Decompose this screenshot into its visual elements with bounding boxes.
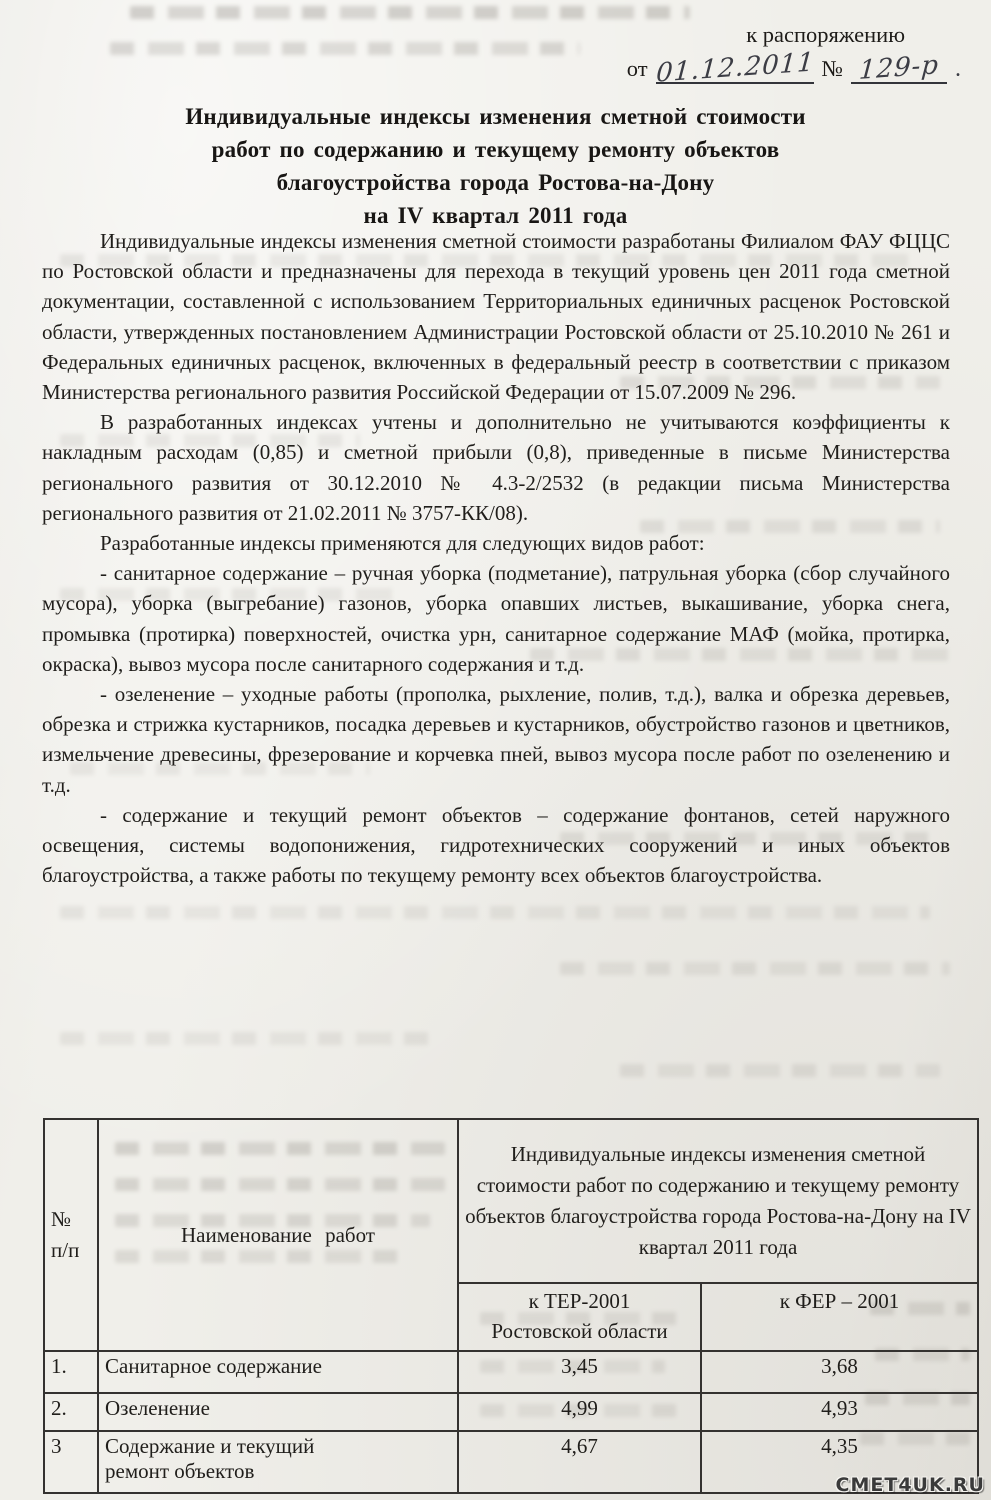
row-work-name	[98, 1431, 458, 1493]
row-number: 1.	[44, 1351, 98, 1393]
handwritten-date: 01.12.2011	[654, 47, 816, 89]
number-label: №	[821, 56, 843, 81]
paragraph-greening: - озеленение – уходные работы (прополка, рыхление, полив, т.д.), валка и обрезка деревьев, обрезка и стрижка кустарников, посадка деревьев и кустарников, обустройство газонов и цветников, измельчение древесины, фрезерование и корчевка пней, вывоз мусора после работ по озеленению и т.д.	[42, 682, 950, 797]
document-title	[55, 100, 936, 232]
table-header-row-main	[44, 1119, 978, 1283]
row-fer-index: 4,93	[701, 1393, 978, 1431]
title-line-4: на IV квартал 2011 года	[363, 203, 628, 228]
paragraph-coefficients: В разработанных индексах учтены и дополнительно не учитываются коэффициенты к накладным расходам (0,85) и сметной прибыли (0,8), приведенные в письме Министерства регионального развития от 30.12.2010 № 4.3-2/2532 (в редакции письма Министерства регионального развития от 21.02.2011 № 3757-КК/08).	[42, 410, 950, 525]
indices-table	[43, 1118, 979, 1494]
row-ter-index: 4,67	[458, 1431, 701, 1493]
row-work-name-text: Содержание и текущий ремонт объектов	[105, 1434, 315, 1483]
bleed-through-line	[620, 1064, 940, 1077]
row-work-name: Озеленение	[98, 1393, 458, 1431]
header-cell-work-name: Наименование работ	[98, 1119, 458, 1351]
title-line-3: благоустройства города Ростова-на-Дону	[276, 170, 715, 195]
header-number-line2: п/п	[51, 1238, 80, 1262]
handwritten-period: .	[955, 56, 961, 82]
bleed-through-line	[60, 906, 930, 919]
header-cell-ter	[458, 1283, 701, 1351]
table-row	[44, 1393, 978, 1431]
handwritten-number: 129-р	[858, 50, 940, 86]
date-blank	[654, 47, 816, 89]
row-ter-index: 4,99	[458, 1393, 701, 1431]
title-line-1: Индивидуальные индексы изменения сметной стоимости	[185, 104, 806, 129]
row-work-name: Санитарное содержание	[98, 1351, 458, 1393]
number-blank	[851, 50, 947, 86]
row-ter-index: 3,45	[458, 1351, 701, 1393]
document-body	[42, 226, 950, 890]
title-line-2: работ по содержанию и текущему ремонту объектов	[211, 137, 780, 162]
bleed-through-line	[130, 6, 690, 19]
header-cell-number	[44, 1119, 98, 1351]
paragraph-applies-to: Разработанные индексы применяются для следующих видов работ:	[100, 531, 705, 556]
annotation-form-line	[601, 47, 961, 89]
from-label: от	[626, 56, 648, 81]
header-cell-index-group: Индивидуальные индексы изменения сметной стоимости работ по содержанию и текущему ремонту объектов благоустройства города Ростова-на-Дону на IV квартал 2011 года	[458, 1119, 978, 1283]
bleed-through-line	[110, 42, 580, 55]
header-number-line1: №	[51, 1207, 72, 1231]
bleed-through-line	[560, 962, 950, 975]
paragraph-intro: Индивидуальные индексы изменения сметной стоимости разработаны Филиалом ФАУ ФЦЦС по Ростовской области и предназначены для перехода в текущий уровень цен 2011 года сметной документации, составленной с использованием Территориальных единичных расценок Ростовской области, утвержденных постановлением Администрации Ростовской области от 25.10.2010 № 261 и Федеральных единичных расценок, включенных в федеральный реестр в соответствии с приказом Министерства регионального развития Российской Федерации от 15.07.2009 № 296.	[42, 229, 950, 405]
row-fer-index: 4,35	[701, 1431, 978, 1493]
site-watermark: CMET4UK.RU	[835, 1474, 985, 1496]
header-cell-fer: к ФЕР – 2001	[701, 1283, 978, 1351]
annotation-heading: к распоряжению	[746, 22, 905, 47]
table-row	[44, 1351, 978, 1393]
paragraph-maintenance: - содержание и текущий ремонт объектов – содержание фонтанов, сетей наружного освещения, системы водопонижения, гидротехнических сооружений и иных объектов благоустройства, а также работы по текущему ремонту всех объектов благоустройства.	[42, 802, 950, 888]
paragraph-sanitary: - санитарное содержание – ручная уборка (подметание), патрульная уборка (сбор случайного мусора), уборка (выгребание) газонов, уборка опавших листьев, выкашивание, уборка снега, промывка (протирка) поверхностей, очистка урн, санитарное содержание МАФ (мойка, протирка, окраска), вывоз мусора после санитарного содержания и т.д.	[42, 561, 950, 676]
row-number: 2.	[44, 1393, 98, 1431]
row-number: 3	[44, 1431, 98, 1493]
bleed-through-line	[60, 1032, 440, 1045]
header-ter-line1: к ТЕР-2001	[528, 1289, 631, 1313]
header-ter-line2: Ростовской области	[491, 1319, 668, 1343]
order-annotation	[601, 20, 961, 89]
row-fer-index: 3,68	[701, 1351, 978, 1393]
